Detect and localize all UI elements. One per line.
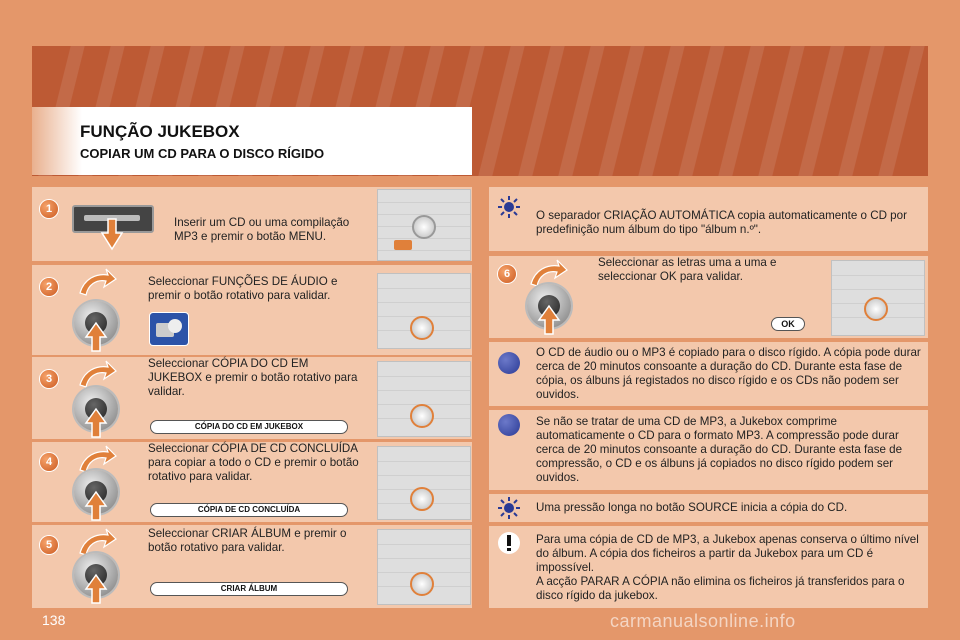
radio-panel-icon [377,446,471,520]
step-2-panel [32,265,472,355]
step-number: 3 [40,370,58,388]
step-1-text: Inserir um CD ou uma compilação MP3 e premir o botão MENU. [174,216,350,243]
warning-text [536,533,923,603]
press-arrow-icon [84,490,108,522]
menu-button-icon [394,240,412,250]
step-number: 2 [40,278,58,296]
radio-panel-icon [377,529,471,605]
step-3-text: Seleccionar CÓPIA DO CD EM JUKEBOX e premir o botão rotativo para validar. [148,357,358,398]
warning-text-p2: A acção PARAR A CÓPIA não elimina os ficheiros já transferidos para o disco rígido da jukebox. [536,575,905,602]
step-number: 6 [498,265,516,283]
step-4-text: Seleccionar CÓPIA DE CD CONCLUÍDA para copiar a todo o CD e premir o botão rotativo para validar. [148,442,359,483]
info-copy-text: O CD de áudio ou o MP3 é copiado para o disco rígido. A cópia pode durar cerca de 20 minutos consoante a duração do CD. Durante esta fase de cópia, os álbuns já registados no disco rígido e os CDs não podem ser ouvidos. [536,346,921,401]
info-compress-text: Se não se tratar de uma CD de MP3, a Jukebox comprime automaticamente o CD para o formato MP3. A compressão pode durar cerca de 20 minutos consoante a duração do CD. Durante esta fase de compressão, o CD e os álbuns já copiados no disco rígido podem ser ouvidos. [536,415,903,484]
audio-functions-icon [150,313,188,345]
info-icon [498,352,520,374]
tip-source-panel [489,494,928,522]
press-arrow-icon [84,573,108,605]
ok-pill: OK [771,317,805,331]
warning-text-p1: Para uma cópia de CD de MP3, a Jukebox apenas conserva o último nível do álbum. A cópia dos ficheiros a partir da Jukebox para um CD é impossível. [536,533,919,574]
step-2-text: Seleccionar FUNÇÕES DE ÁUDIO e premir o botão rotativo para validar. [148,275,338,302]
step-5-text: Seleccionar CRIAR ÁLBUM e premir o botão rotativo para validar. [148,527,347,554]
step-number: 1 [40,200,58,218]
step-3-panel [32,357,472,439]
separator-note-text: O separador CRIAÇÃO AUTOMÁTICA copia automaticamente o CD por predefinição num álbum do tipo "álbum n.º". [536,209,907,236]
info-icon [498,414,520,436]
page-number: 138 [42,612,66,628]
separator-note-panel [489,187,928,251]
step-6-panel [489,256,928,338]
step-5-panel [32,525,472,608]
step-number: 5 [40,536,58,554]
page-subtitle: COPIAR UM CD PARA O DISCO RÍGIDO [80,146,325,161]
press-arrow-icon [84,407,108,439]
rotate-arrow-icon [78,359,118,389]
info-compress-panel [489,410,928,490]
tip-source-text: Uma pressão longa no botão SOURCE inicia a cópia do CD. [536,501,848,514]
insert-arrow-icon [100,217,124,251]
info-copy-panel [489,342,928,406]
radio-panel-icon [831,260,925,336]
menu-label-pill: CRIAR ÁLBUM [150,582,348,596]
warning-icon [498,532,520,554]
rotate-arrow-icon [78,267,118,297]
tip-sun-icon [498,497,520,519]
tip-sun-icon [498,196,520,218]
radio-panel-icon [377,189,471,261]
step-6-text: Seleccionar as letras uma a uma e seleccionar OK para validar. [598,256,777,283]
menu-label-pill: CÓPIA DE CD CONCLUÍDA [150,503,348,517]
step-number: 4 [40,453,58,471]
step-4-panel [32,442,472,522]
menu-label-pill: CÓPIA DO CD EM JUKEBOX [150,420,348,434]
step-1-panel [32,187,472,261]
press-arrow-icon [537,304,561,336]
watermark: carmanualsonline.info [610,611,796,631]
radio-panel-icon [377,273,471,349]
warning-panel [489,526,928,608]
radio-panel-icon [377,361,471,437]
press-arrow-icon [84,321,108,353]
page-title: FUNÇÃO JUKEBOX [80,122,240,141]
